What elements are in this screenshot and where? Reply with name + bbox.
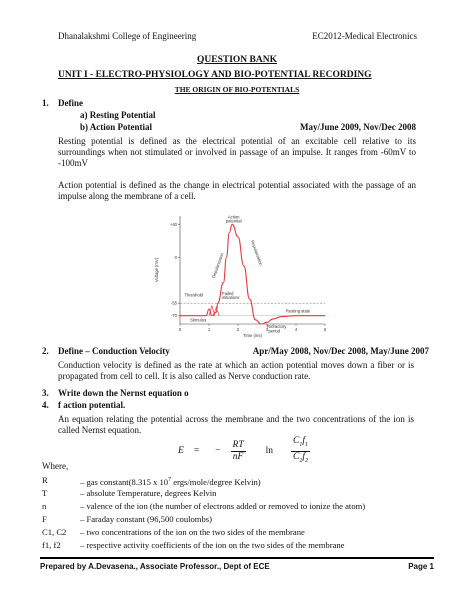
eq-fraction-rt-nf: $\frac{RT}{nF}$ [232,439,244,462]
annotation-failed: Failed [222,290,234,296]
footer-author: Prepared by A.Devasena., Associate Professor., Dept of ECE [40,562,270,571]
conduction-velocity-definition: Conduction velocity is defined as the rate at which an action potential moves down a fiber or is propagated from cell to cell. It is also called as Nerve conduction rate. [58,360,414,381]
x-tick-label: 3 [265,327,269,332]
y-tick-label: 0 [174,255,177,261]
header-course: EC2012-Medical Electronics [312,31,417,41]
x-tick-label: 1 [207,327,211,332]
y-axis-label: Voltage (mV) [154,257,159,283]
annotation-action: Action [227,214,240,220]
nernst-definition: An equation relating the potential across the membrane and the two concentrations of the ion is called Nernst equation. [58,414,414,435]
q1-label: Define [58,98,83,108]
eq-ln: ln [265,445,274,456]
q3-number: 3. [42,388,49,398]
annotation-refractory: Refractory [267,324,287,330]
q3-label: Write down the Nernst equation o [58,388,189,398]
annotation-threshold: Threshold [184,292,203,298]
eq-minus: − [215,445,221,456]
y-tick-label: -70 [170,313,177,319]
annotation-period: period [268,328,281,334]
x-tick-label: 0 [178,327,182,332]
footer-page-number: Page 1 [408,562,434,571]
header-college: Dhanalakshmi College of Engineering [58,31,197,41]
q2-dates: Apr/May 2008, Nov/Dec 2008, May/June 2007 [252,346,429,356]
nernst-equation [178,436,310,467]
q2-number: 2. [42,346,49,356]
resting-potential-definition: Resting potential is defined as the electrical potential of an excitable cell relative to its surroundings when not stimulated or involved in passage of an impulse. It ranges from -60mV to -100mV [58,136,416,168]
question-bank-title: QUESTION BANK [197,55,277,65]
annotation-repolarization: Repolarization [249,239,264,267]
q2-label: Define – Conduction Velocity [58,346,170,356]
annotation-initiations: initiations [222,295,240,301]
q1-item-a: a) Resting Potential [80,110,156,120]
eq-equals: = [193,445,200,456]
annotation-stimulus: Stimulus [190,317,207,323]
q4-number: 4. [42,400,49,410]
y-tick-label: +40 [169,221,177,227]
q1-dates: May/June 2009, Nov/Dec 2008 [300,122,416,132]
x-axis-label: Time (ms) [243,333,262,338]
annotation-potential: potential [225,218,242,224]
annotation-resting-state: Resting state [285,308,311,314]
x-tick-label: 4 [294,327,298,332]
where-label: Where, [42,461,69,471]
eq-E: E [178,445,184,456]
x-tick-label: 2 [236,327,240,332]
eq-fraction-concentrations: $\frac{C_1f_1}{C_2f_2}$ [293,436,308,464]
unit-title: UNIT I - ELECTRO-PHYSIOLOGY AND BIO-POTENTIAL RECORDING [58,70,372,80]
section-title: THE ORIGIN OF BIO-POTENTIALS [174,85,300,94]
q1-number: 1. [42,98,49,108]
annotation-depolarization: Depolarization [210,251,225,279]
action-potential-chart [150,208,335,340]
q1-item-b: b) Action Potential [80,122,152,132]
page-footer [40,557,434,573]
action-potential-definition: Action potential is defined as the change in electrical potential associated with the passage of an impulse along the membrane of a cell. [58,180,416,201]
x-tick-label: 5 [323,327,327,332]
y-tick-label: -55 [170,300,177,306]
q4-label: f action potential. [58,400,126,410]
